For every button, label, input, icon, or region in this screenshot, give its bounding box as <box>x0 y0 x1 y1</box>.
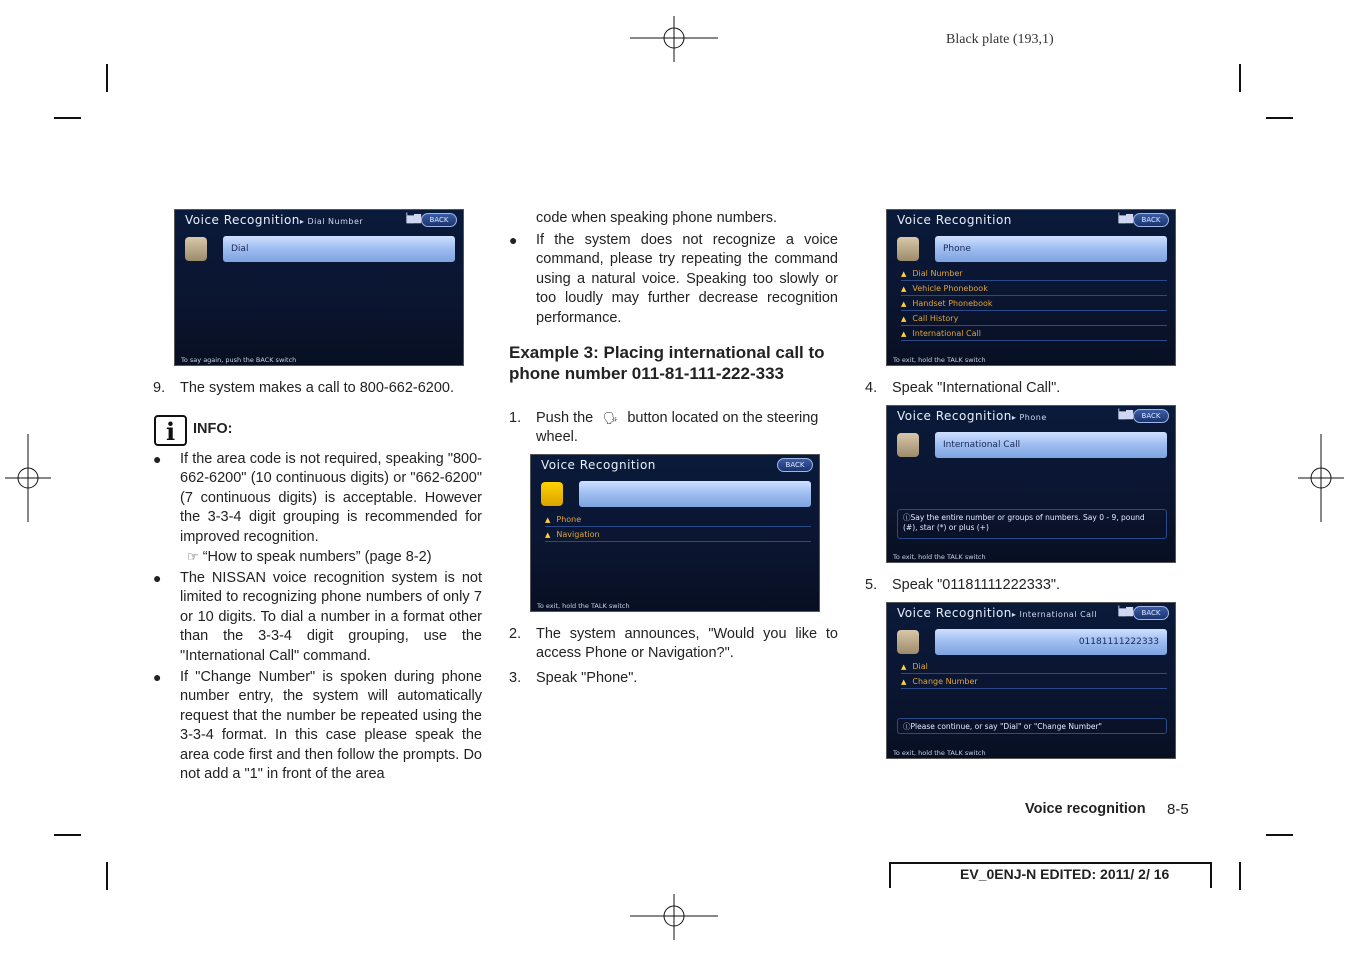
registration-mark-left <box>5 434 51 522</box>
prompt-message: ⓘPlease continue, or say "Dial" or "Change Number" <box>897 718 1167 734</box>
dial-field: Dial <box>223 236 455 262</box>
step-number: 4. <box>865 380 878 396</box>
menu-item: ▲ International Call <box>901 327 1167 341</box>
crop-mark <box>1266 117 1293 119</box>
voice-icon <box>897 433 919 457</box>
section-title: Voice recognition <box>1025 801 1146 817</box>
screenshot-voice-recognition <box>530 454 820 612</box>
voice-command-icon: ▲ <box>545 531 551 539</box>
plate-label: Black plate (193,1) <box>946 32 1054 47</box>
prompt-message: ⓘSay the entire number or groups of numbers. Say 0 - 9, pound (#), star (*) or plus (+) <box>897 509 1167 539</box>
info-label: INFO: <box>193 421 233 437</box>
signal-icon: ▕▆▇ <box>1112 607 1133 617</box>
reference-text: “How to speak numbers” (page 8-2) <box>202 549 432 565</box>
step-5-text: Speak "01181111222333". <box>892 577 1061 593</box>
bullet-icon: ● <box>509 232 518 248</box>
voice-icon <box>897 630 919 654</box>
screen-title: Voice Recognition▸ Dial Number <box>185 213 364 227</box>
step-number: 1. <box>509 410 522 426</box>
command-field: Phone <box>935 236 1167 262</box>
screen-title: Voice Recognition <box>897 213 1012 227</box>
voice-icon <box>897 237 919 261</box>
screen-footer: To exit, hold the TALK switch <box>893 749 986 757</box>
page-reference <box>187 547 487 567</box>
step-number: 5. <box>865 577 878 593</box>
reference-hand-icon: ☞ <box>187 549 199 564</box>
screen-footer: To say again, push the BACK switch <box>181 356 297 364</box>
signal-icon: ▕▆▇ <box>1112 214 1133 224</box>
number-field: 01181111222333 <box>935 629 1167 655</box>
screen-title: Voice Recognition▸ Phone <box>897 409 1047 423</box>
bullet-icon: ● <box>153 570 162 586</box>
screenshot-dial <box>174 209 464 366</box>
screenshot-phone-menu <box>886 209 1176 366</box>
screenshot-number-entry <box>886 602 1176 759</box>
menu-item: ▲ Change Number <box>901 675 1167 689</box>
signal-icon: ▕▆▇ <box>400 214 421 224</box>
page-number: 8-5 <box>1167 801 1189 818</box>
command-field: International Call <box>935 432 1167 458</box>
menu-item: ▲ Handset Phonebook <box>901 297 1167 311</box>
step-4-text: Speak "International Call". <box>892 380 1061 396</box>
bullet-icon: ● <box>153 669 162 685</box>
info-bullet-4: If the system does not recognize a voice command, please try repeating the command using a natural voice. Speaking too slowly or too loudly may further decrease recognition performance. <box>536 232 838 326</box>
registration-mark-right <box>1298 434 1344 522</box>
crop-mark <box>54 834 81 836</box>
voice-command-icon: ▲ <box>545 516 551 524</box>
back-button: BACK <box>1133 213 1169 227</box>
step-1-text: Push the 🗣︎ button located on the steering wheel. <box>536 410 819 446</box>
screen-footer: To exit, hold the TALK switch <box>537 602 630 610</box>
signal-icon: ▕▆▇ <box>1112 410 1133 420</box>
screen-footer: To exit, hold the TALK switch <box>893 356 986 364</box>
crop-mark <box>106 64 108 92</box>
crop-mark <box>1239 862 1241 890</box>
registration-mark-bottom <box>630 894 718 940</box>
crop-mark <box>1266 834 1293 836</box>
info-bullet-2: The NISSAN voice recognition system is not limited to recognizing phone numbers of only 7 or 10 digits. To dial a number in a format other than the 3-3-4 digit grouping, use the "International Call" command. <box>180 570 482 664</box>
menu-item: ▲ Vehicle Phonebook <box>901 282 1167 296</box>
continued-text: code when speaking phone numbers. <box>536 210 778 226</box>
crop-mark <box>106 862 108 890</box>
menu-item: ▲ Dial <box>901 660 1167 674</box>
voice-icon <box>185 237 207 261</box>
talk-switch-icon: 🗣︎ <box>602 411 618 425</box>
edition-stamp: EV_0ENJ-N EDITED: 2011/ 2/ 16 <box>960 866 1170 882</box>
bullet-icon: ● <box>153 451 162 467</box>
screenshot-international-call <box>886 405 1176 563</box>
step-number: 9. <box>153 380 166 396</box>
screen-title: Voice Recognition▸ International Call <box>897 606 1098 620</box>
screen-footer: To exit, hold the TALK switch <box>893 553 986 561</box>
step-number: 3. <box>509 670 522 686</box>
back-button: BACK <box>1133 606 1169 620</box>
menu-item: ▲ Navigation <box>545 528 811 542</box>
example-heading: Example 3: Placing international call to phone number 011-81-111-222-333 <box>509 343 825 383</box>
screen-title: Voice Recognition <box>541 458 656 472</box>
step-2-text: The system announces, "Would you like to access Phone or Navigation?". <box>536 626 838 662</box>
back-button: BACK <box>421 213 457 227</box>
menu-item: ▲ Call History <box>901 312 1167 326</box>
menu-item: ▲ Phone <box>545 513 811 527</box>
back-button: BACK <box>777 458 813 472</box>
menu-item: ▲ Dial Number <box>901 267 1167 281</box>
command-field <box>579 481 811 507</box>
voice-icon <box>541 482 563 506</box>
info-icon: i <box>154 415 187 446</box>
info-bullet-3: If "Change Number" is spoken during phone number entry, the system will automatically request that the number be repeated using the 3-3-4 format. In this case please speak the area code first and then follow the prompts. Do not add a "1" in front of the area <box>180 669 482 783</box>
step-9-text: The system makes a call to 800-662-6200. <box>180 380 455 396</box>
step-number: 2. <box>509 626 522 642</box>
crop-mark <box>1239 64 1241 92</box>
info-bullet-1: If the area code is not required, speaking "800-662-6200" (10 continuous digits) or "662-6200" (7 continuous digits) is acceptable. However the 3-3-4 digit grouping is recommended for improved recognition. <box>180 451 482 545</box>
step-3-text: Speak "Phone". <box>536 670 638 686</box>
crop-mark <box>54 117 81 119</box>
registration-mark-top <box>630 16 718 62</box>
back-button: BACK <box>1133 409 1169 423</box>
